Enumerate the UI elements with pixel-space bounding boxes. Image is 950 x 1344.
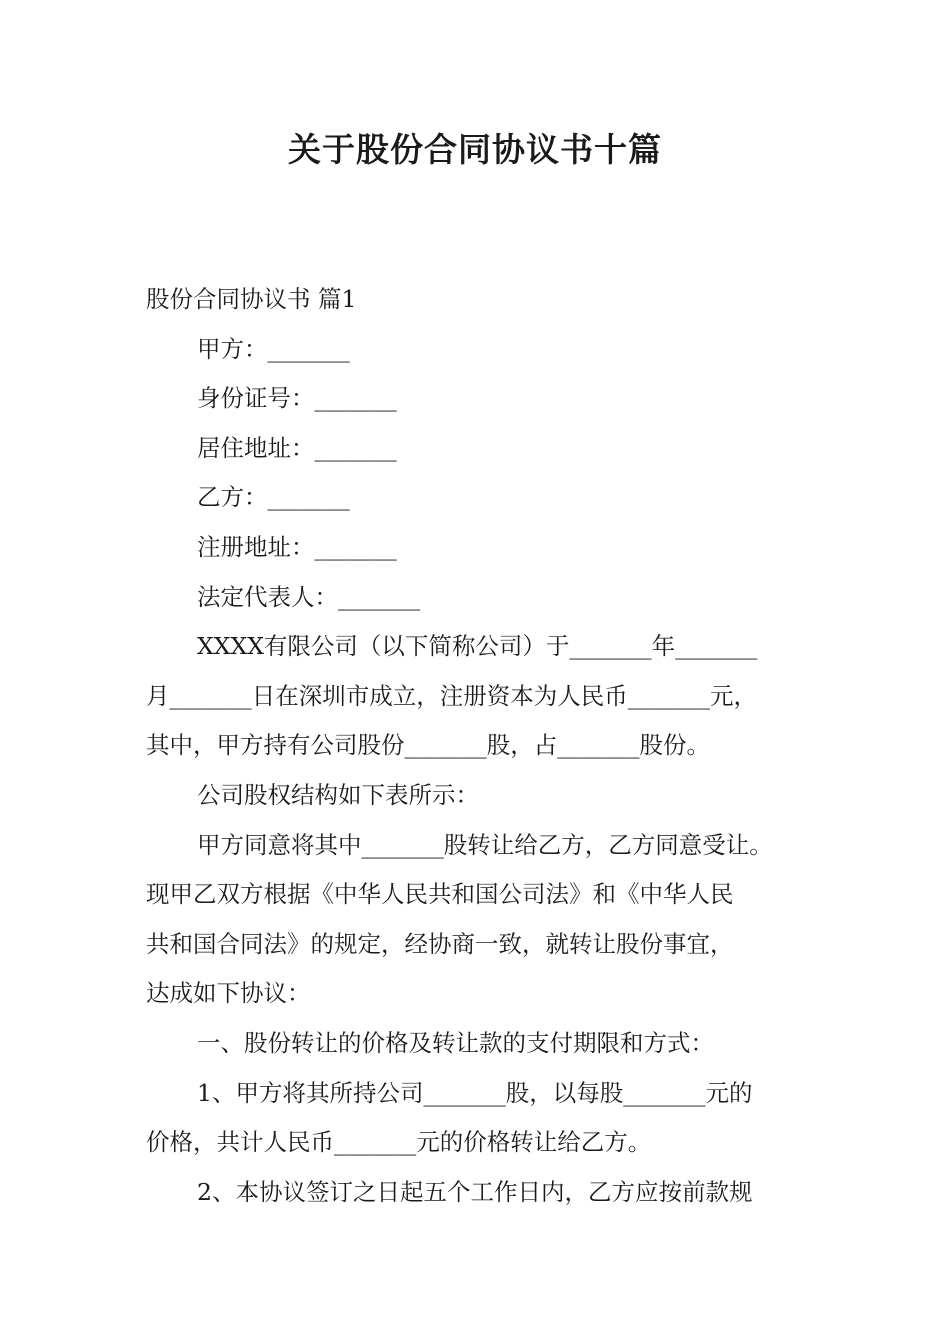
paragraph-line: 甲方同意将其中_______股转让给乙方，乙方同意受让。 — [197, 830, 773, 859]
paragraph-line: 价格，共计人民币_______元的价格转让给乙方。 — [146, 1128, 652, 1157]
paragraph-line: XXXX有限公司（以下简称公司）于_______年_______ — [197, 632, 758, 661]
document-body — [146, 275, 814, 1217]
party-b-field: 乙方：_______ — [197, 483, 350, 512]
document-title: 关于股份合同协议书十篇 — [288, 130, 662, 169]
paragraph-line: 共和国合同法》的规定，经协商一致，就转让股份事宜， — [146, 929, 734, 958]
legal-representative-field: 法定代表人：_______ — [197, 582, 421, 611]
clause-heading: 一、股份转让的价格及转让款的支付期限和方式： — [197, 1028, 714, 1057]
id-number-field: 身份证号：_______ — [197, 384, 397, 413]
section-heading: 股份合同协议书 篇1 — [146, 285, 357, 313]
paragraph-line: 达成如下协议： — [146, 979, 311, 1008]
paragraph-line: 2、本协议签订之日起五个工作日内，乙方应按前款规 — [197, 1177, 753, 1206]
party-a-field: 甲方：_______ — [197, 334, 350, 363]
paragraph-line: 其中，甲方持有公司股份_______股，占_______股份。 — [146, 731, 710, 760]
registered-address-field: 注册地址：_______ — [197, 532, 397, 561]
paragraph-line: 现甲乙双方根据《中华人民共和国公司法》和《中华人民 — [146, 880, 734, 909]
paragraph-line: 1、甲方将其所持公司_______股，以每股_______元的 — [197, 1078, 753, 1107]
paragraph-line: 月_______日在深圳市成立，注册资本为人民币_______元， — [146, 681, 757, 710]
paragraph-line: 公司股权结构如下表所示： — [197, 780, 479, 809]
residence-address-field: 居住地址：_______ — [197, 433, 397, 462]
